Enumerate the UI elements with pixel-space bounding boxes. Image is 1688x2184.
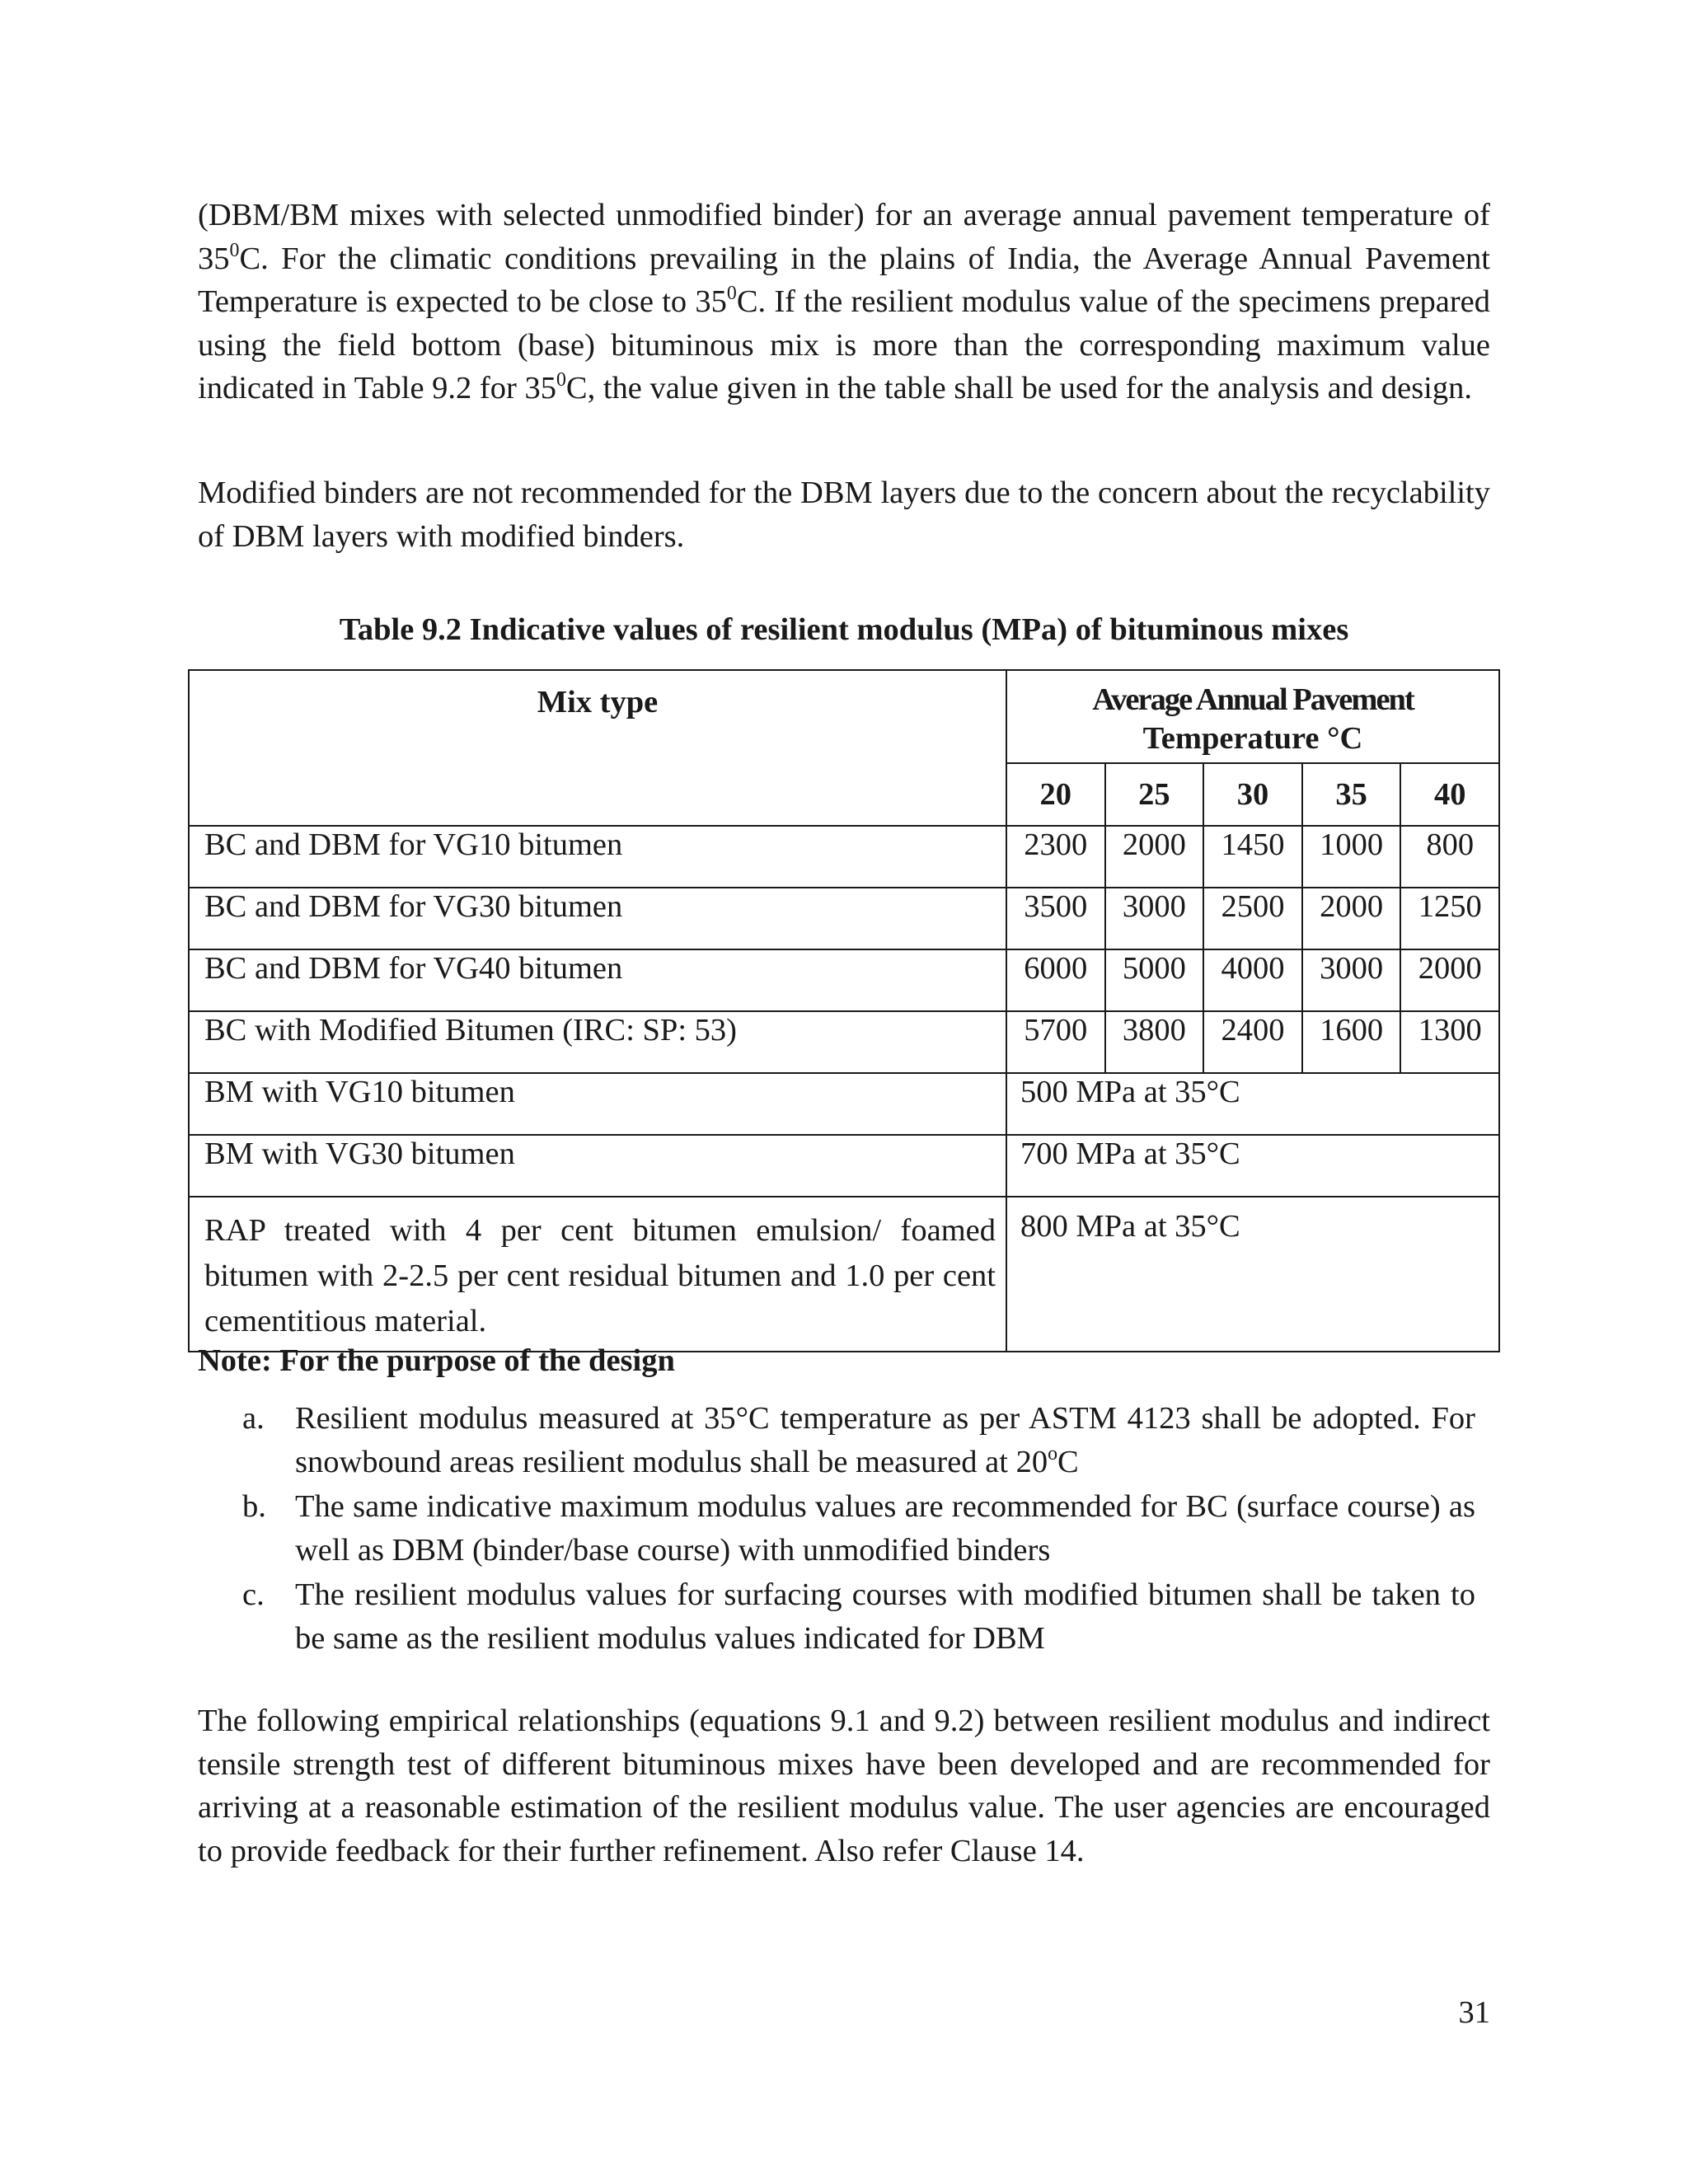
note-text-tail: C [1057, 1444, 1079, 1479]
intro-p1-text-a: (DBM/BM mixes with selected unmodified binder) for an average annual pavement temperature of 35 [198, 198, 1490, 276]
degree-superscript: 0 [726, 283, 737, 305]
value-span-cell: 700 MPa at 35°C [1006, 1135, 1499, 1197]
value-cell: 1000 [1302, 826, 1401, 888]
value-cell: 3000 [1302, 949, 1401, 1011]
value-cell: 3000 [1105, 888, 1204, 949]
value-span-cell: 500 MPa at 35°C [1006, 1073, 1499, 1135]
value-cell: 5000 [1105, 949, 1204, 1011]
note-item [242, 1485, 1475, 1572]
temp-header-cell: 20 [1006, 763, 1105, 826]
note-text: The resilient modulus values for surfacing courses with modified bitumen shall be taken to be same as the resilient modulus values indicated for DBM [295, 1577, 1475, 1656]
intro-paragraph-1 [198, 194, 1490, 410]
temp-header-cell: 25 [1105, 763, 1204, 826]
mix-type-cell: BC with Modified Bitumen (IRC: SP: 53) [189, 1011, 1006, 1073]
note-label: b. [242, 1489, 266, 1524]
value-cell: 1250 [1400, 888, 1499, 949]
value-cell: 4000 [1203, 949, 1302, 1011]
resilient-modulus-table [188, 669, 1500, 1352]
intro-p1-text-b: C. For the climatic conditions prevailing in the plains of India, the Average Annual Pavement Temperature is expected to be close to 35 [198, 241, 1490, 319]
note-label: c. [242, 1577, 265, 1612]
intro-p1-text-c: C. If the resilient modulus value of the specimens prepared using the field bottom (base) bituminous mix is more than the corresponding maximum value indicated in Table 9.2 for 35 [198, 284, 1490, 405]
value-cell: 3800 [1105, 1011, 1204, 1073]
note-text: The same indicative maximum modulus values are recommended for BC (surface course) as well as DBM (binder/base course) with unmodified binders [295, 1489, 1475, 1568]
intro-p1-text-d: C, the value given in the table shall be used for the analysis and design. [565, 371, 1473, 405]
value-cell: 2000 [1400, 949, 1499, 1011]
temp-header-cell: 35 [1302, 763, 1401, 826]
mix-type-cell: BM with VG10 bitumen [189, 1073, 1006, 1135]
value-cell: 2300 [1006, 826, 1105, 888]
table-row [189, 949, 1499, 1011]
mix-type-cell: BC and DBM for VG10 bitumen [189, 826, 1006, 888]
value-cell: 2400 [1203, 1011, 1302, 1073]
table-row [189, 1197, 1499, 1352]
value-cell: 1300 [1400, 1011, 1499, 1073]
mix-type-cell: BC and DBM for VG30 bitumen [189, 888, 1006, 949]
value-cell: 6000 [1006, 949, 1105, 1011]
temperature-header-line-1: Average Annual Pavement [1092, 682, 1414, 717]
note-heading: Note: For the purpose of the design [198, 1343, 675, 1378]
intro-paragraph-2: Modified binders are not recommended for the DBM layers due to the concern about the recyclability of DBM layers with modified binders. [198, 476, 1490, 554]
note-item [242, 1573, 1475, 1660]
mix-type-cell: BC and DBM for VG40 bitumen [189, 949, 1006, 1011]
temp-header-cell: 30 [1203, 763, 1302, 826]
note-text: Resilient modulus measured at 35°C temperature as per ASTM 4123 shall be adopted. For snowbound areas resilient modulus shall be measured at 20 [295, 1401, 1475, 1479]
value-cell: 5700 [1006, 1011, 1105, 1073]
temperature-group-header [1006, 670, 1499, 763]
value-cell: 2000 [1105, 826, 1204, 888]
closing-paragraph: The following empirical relationships (equations 9.1 and 9.2) between resilient modulus and indirect tensile strength test of different bituminous mixes have been developed and are recommended for arriving at a reasonable estimation of the resilient modulus value. The user agencies are encouraged to provide feedback for their further refinement. Also refer Clause 14. [198, 1704, 1490, 1868]
table-caption: Table 9.2 Indicative values of resilient modulus (MPa) of bituminous mixes [339, 612, 1349, 647]
note-item [242, 1397, 1475, 1483]
degree-superscript: 0 [556, 369, 566, 391]
value-span-cell: 800 MPa at 35°C [1006, 1197, 1499, 1352]
value-cell: 2000 [1302, 888, 1401, 949]
mix-type-cell: BM with VG30 bitumen [189, 1135, 1006, 1197]
table-row [189, 1073, 1499, 1135]
table-row [189, 1135, 1499, 1197]
temperature-header-line-2: Temperature °C [1142, 721, 1363, 756]
table-row [189, 1011, 1499, 1073]
degree-superscript: o [1048, 1442, 1058, 1465]
note-label: a. [242, 1401, 265, 1436]
table-row [189, 888, 1499, 949]
value-cell: 2500 [1203, 888, 1302, 949]
mix-type-header: Mix type [189, 670, 1006, 826]
temp-header-cell: 40 [1400, 763, 1499, 826]
value-cell: 1450 [1203, 826, 1302, 888]
page-number: 31 [1458, 1995, 1490, 2030]
note-list [242, 1397, 1475, 1661]
table-row [189, 826, 1499, 888]
value-cell: 800 [1400, 826, 1499, 888]
value-cell: 1600 [1302, 1011, 1401, 1073]
value-cell: 3500 [1006, 888, 1105, 949]
mix-type-cell: RAP treated with 4 per cent bitumen emulsion/ foamed bitumen with 2-2.5 per cent residual bitumen and 1.0 per cent cementitious material. [189, 1197, 1006, 1352]
degree-superscript: 0 [229, 239, 240, 261]
